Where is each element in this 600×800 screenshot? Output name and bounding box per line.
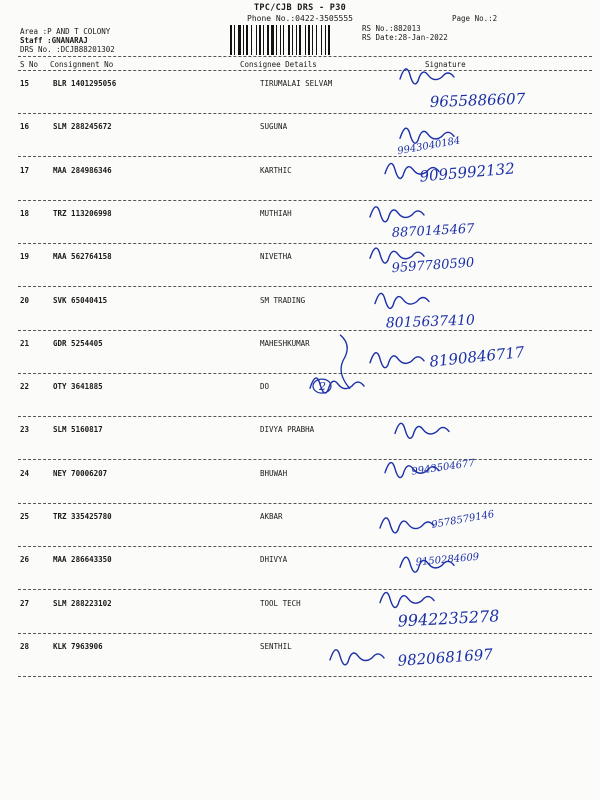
handwritten-phone: 8190846717: [428, 342, 526, 371]
signature-scribble: [380, 518, 434, 533]
serial-number: 20: [20, 295, 30, 305]
drs-number: DRS No. :DCJB88201302: [20, 45, 115, 54]
signature-scribble: [380, 592, 434, 607]
col-consignee-header: Consignee Details: [240, 60, 317, 69]
serial-number: 25: [20, 512, 30, 521]
serial-number: 15: [20, 79, 30, 88]
consignment-number: TRZ 335425780: [53, 512, 112, 521]
signature-scribble: [375, 293, 429, 308]
handwritten-phone: 9095992132: [418, 159, 516, 186]
area-label: Area :P AND T COLONY: [20, 27, 111, 36]
bracket-mark: [340, 335, 350, 389]
consignee-name: DO: [260, 382, 270, 392]
col-consignment-header: Consignment No: [50, 60, 114, 69]
drs-title: TPC/CJB DRS - P30: [253, 3, 347, 13]
consignment-number: SVK 65040415: [53, 295, 108, 305]
consignee-name: MUTHIAH: [260, 208, 292, 218]
consignment-number: SLM 288223102: [53, 598, 112, 608]
consignee-name: MAHESHKUMAR: [260, 338, 310, 348]
consignment-number: BLR 1401295056: [53, 79, 117, 88]
consignment-number: OTY 3641885: [53, 382, 103, 392]
serial-number: 27: [20, 598, 30, 608]
consignee-name: SM TRADING: [260, 295, 306, 305]
consignment-number: MAA 286643350: [53, 555, 112, 565]
staff-label: Staff :GNANARAJ: [20, 36, 88, 45]
handwritten-phone: 9943504677: [410, 457, 476, 478]
consignment-number: MAA 284986346: [53, 165, 112, 175]
serial-number: 18: [20, 208, 30, 218]
signature-scribble: [395, 423, 449, 438]
consignment-number: MAA 562764158: [53, 252, 112, 262]
consignee-name: SENTHIL: [260, 641, 292, 651]
circled-mark-text: 2: [319, 380, 326, 394]
signature-scribble: [330, 650, 384, 665]
consignment-number: TRZ 113206998: [53, 208, 112, 218]
handwritten-phone: 9655886607: [429, 89, 526, 111]
handwritten-phone: 9942235278: [397, 606, 500, 631]
consignee-name: KARTHIC: [260, 165, 292, 175]
consignee-name: SUGUNA: [260, 122, 288, 132]
serial-number: 28: [20, 641, 30, 651]
consignee-name: TIRUMALAI SELVAM: [260, 79, 333, 88]
serial-number: 17: [20, 165, 30, 175]
signature-scribble: [400, 69, 454, 84]
serial-number: 19: [20, 252, 30, 262]
serial-number: 22: [20, 382, 30, 392]
rs-number: RS No.:882013: [362, 24, 421, 33]
serial-number: 23: [20, 425, 30, 435]
serial-number: 24: [20, 468, 30, 478]
serial-number: 26: [20, 555, 30, 565]
handwritten-phone: 9150284609: [415, 551, 480, 569]
consignee-name: DIVYA PRABHA: [260, 425, 315, 435]
consignment-number: SLM 5160817: [53, 425, 103, 435]
consignee-name: DHIVYA: [260, 555, 288, 565]
handwritten-phone: 8870145467: [391, 221, 475, 241]
consignment-number: NEY 70006207: [53, 468, 108, 478]
handwritten-phone: 9578579146: [430, 509, 496, 531]
serial-number: 21: [20, 338, 30, 348]
phone-number: Phone No.:0422-3505555: [247, 14, 353, 23]
signature-scribble: [370, 353, 424, 368]
signature-scribble: [370, 207, 424, 222]
col-sno-header: S No: [20, 60, 39, 69]
page-number: Page No.:2: [452, 14, 498, 23]
serial-number: 16: [20, 122, 30, 132]
consignment-number: SLM 288245672: [53, 122, 112, 132]
handwritten-phone: 9943040184: [396, 135, 462, 158]
rs-date: RS Date:28-Jan-2022: [362, 33, 448, 42]
consignee-name: BHUWAH: [260, 468, 288, 478]
consignee-name: NIVETHA: [260, 252, 292, 262]
consignment-number: GDR 5254405: [53, 338, 103, 348]
col-signature-header: Signature: [425, 60, 466, 69]
handwritten-phone: 9597780590: [391, 255, 475, 277]
consignee-name: AKBAR: [260, 512, 283, 521]
handwritten-phone: 9820681697: [397, 645, 494, 670]
consignee-name: TOOL TECH: [260, 598, 301, 608]
consignment-number: KLK 7963906: [53, 641, 103, 651]
handwritten-phone: 8015637410: [385, 312, 476, 332]
